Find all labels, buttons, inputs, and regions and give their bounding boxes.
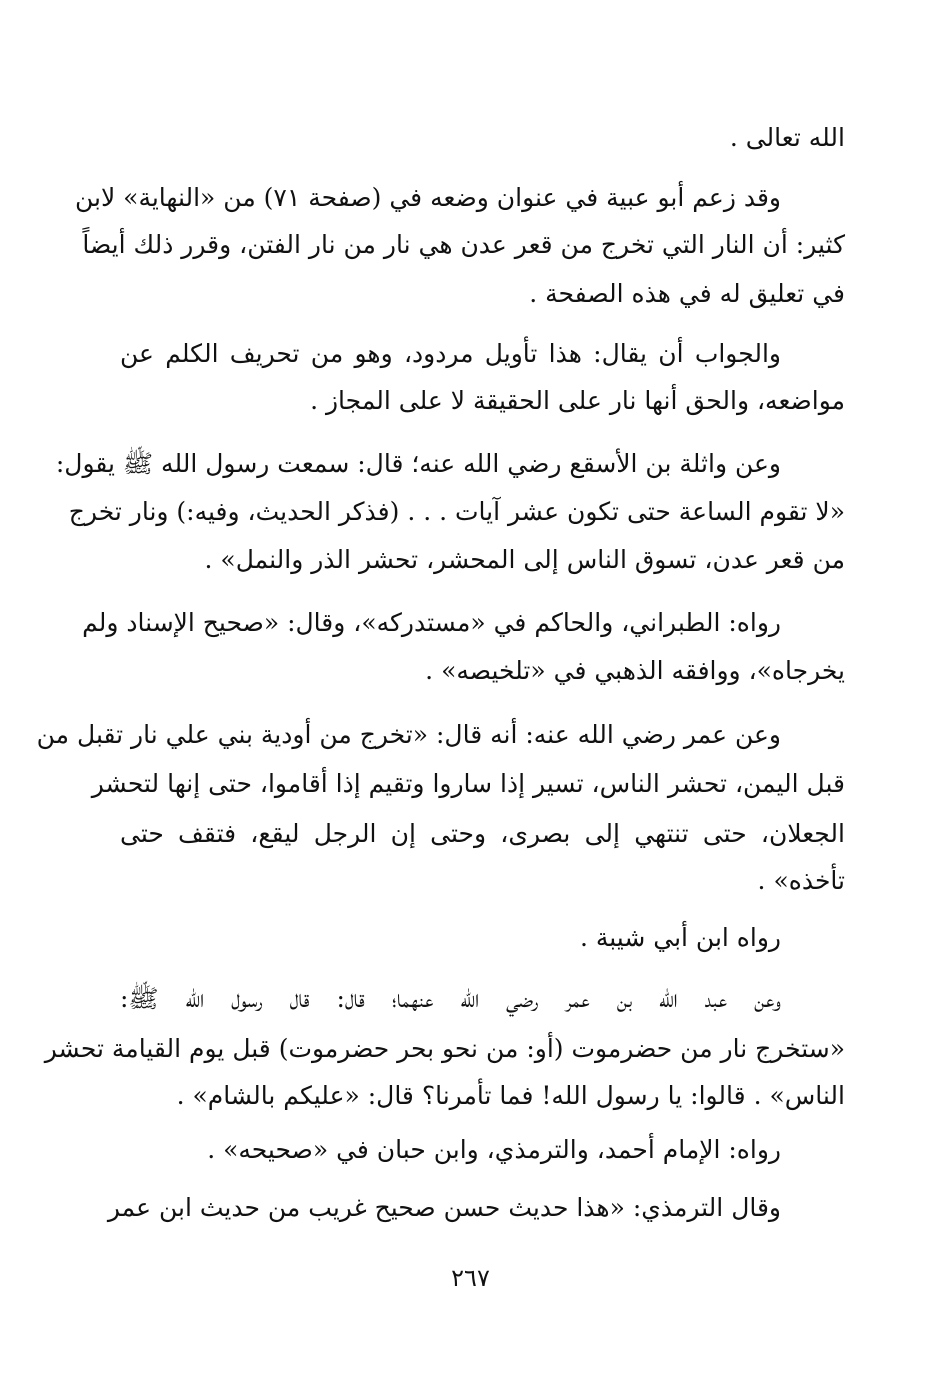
page-number: ٢٦٧ (451, 1264, 490, 1292)
text-line-5: والجواب أن يقال: هذا تأويل مردود، وهو من تحريف الكلم عن (120, 339, 781, 368)
text-line-19: الناس» . قالوا: يا رسول الله! فما تأمرنا؟ قال: «عليكم بالشام» . (176, 1081, 845, 1110)
text-line-1: الله تعالى . (729, 123, 845, 152)
text-line-21: وقال الترمذي: «هذا حديث حسن صحيح غريب من حديث ابن عمر (107, 1193, 781, 1222)
text-line-7: وعن واثلة بن الأسقع رضي الله عنه؛ قال: سمعت رسول الله ﷺ يقول: (55, 449, 781, 478)
text-line-2: وقد زعم أبو عبية في عنوان وضعه في (صفحة ٧١) من «النهاية» لابن (74, 183, 781, 212)
text-line-18: «ستخرج نار من حضرموت (أو: من نحو بحر حضرموت) قبل يوم القيامة تحشر (44, 1034, 845, 1063)
text-line-20: رواه: الإمام أحمد، والترمذي، وابن حبان في «صحيحه» . (207, 1135, 781, 1164)
text-line-4: في تعليق له في هذه الصفحة . (529, 279, 845, 308)
text-line-8: «لا تقوم الساعة حتى تكون عشر آيات . . . (فذكر الحديث، وفيه:) ونار تخرج (68, 497, 845, 526)
text-line-9: من قعر عدن، تسوق الناس إلى المحشر، تحشر الذر والنمل» . (204, 545, 845, 574)
text-line-12: وعن عمر رضي الله عنه: أنه قال: «تخرج من أودية بني علي نار تقبل من (36, 720, 781, 749)
text-line-10: رواه: الطبراني، والحاكم في «مستدركه»، وقال: «صحيح الإسناد ولم (82, 608, 781, 637)
text-line-3: كثير: أن النار التي تخرج من قعر عدن هي نار من نار الفتن، وقرر ذلك أيضاً (82, 230, 845, 259)
text-line-15: تأخذه» . (757, 866, 845, 895)
text-line-14: الجعلان، حتى تنتهي إلى بصرى، وحتى إن الرجل ليقع، فتقف حتى (120, 819, 845, 848)
text-line-17: وعن عبد الله بن عمر رضي الله عنهما؛ قال: قال رسول الله ﷺ: (120, 984, 781, 1013)
text-line-16: رواه ابن أبي شيبة . (579, 923, 781, 952)
text-line-6: مواضعه، والحق أنها نار على الحقيقة لا على المجاز . (310, 386, 845, 415)
text-line-11: يخرجاه»، ووافقه الذهبي في «تلخيصه» . (425, 656, 845, 685)
text-line-13: قبل اليمن، تحشر الناس، تسير إذا ساروا وتقيم إذا أقاموا، حتى إنها لتحشر (91, 769, 845, 798)
